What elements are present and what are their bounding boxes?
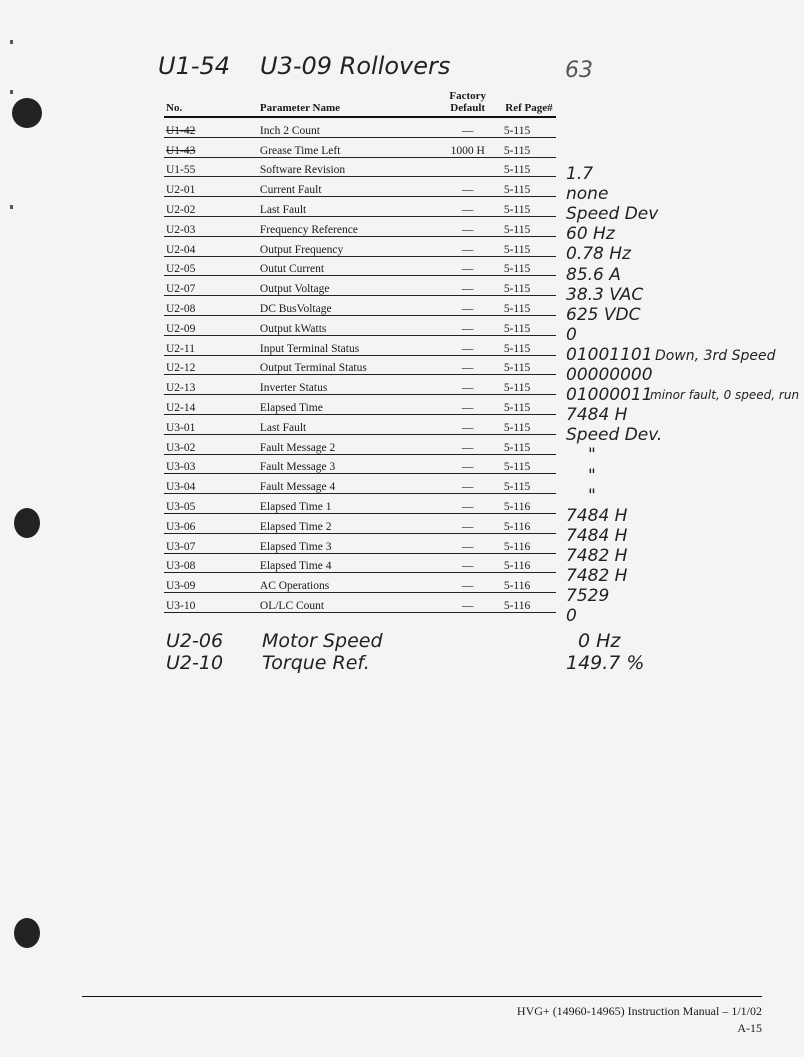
extra-row-name: Torque Ref.	[262, 652, 370, 674]
cell-ref-page: 5-116	[498, 533, 556, 553]
table-row	[164, 216, 556, 236]
cell-factory-default: —	[438, 414, 498, 434]
cell-parameter-name: Fault Message 3	[258, 454, 438, 474]
punch-hole	[12, 98, 42, 128]
scan-edge-mark	[10, 40, 13, 44]
table-row	[164, 454, 556, 474]
cell-factory-default: —	[438, 494, 498, 514]
table-row	[164, 315, 556, 335]
table-row	[164, 494, 556, 514]
footer-page-number: A-15	[737, 1021, 762, 1035]
cell-no: U3-09	[164, 573, 258, 593]
handwritten-header-left: U1-54	[158, 52, 231, 80]
cell-parameter-name: Current Fault	[258, 177, 438, 197]
cell-ref-page: 5-115	[498, 216, 556, 236]
table-row	[164, 553, 556, 573]
cell-ref-page: 5-115	[498, 157, 556, 177]
cell-factory-default: —	[438, 553, 498, 573]
footer-manual-title: HVG+ (14960-14965) Instruction Manual – 1/1/02	[516, 1004, 762, 1018]
cell-parameter-name: Output kWatts	[258, 315, 438, 335]
cell-parameter-name: Fault Message 4	[258, 474, 438, 494]
cell-ref-page: 5-116	[498, 494, 556, 514]
scan-edge-mark	[10, 205, 13, 209]
table-row	[164, 236, 556, 256]
table-row	[164, 117, 556, 137]
table-row	[164, 256, 556, 276]
handwritten-value: 7482 H	[566, 566, 628, 586]
punch-hole	[14, 918, 40, 948]
cell-factory-default: —	[438, 197, 498, 217]
cell-ref-page: 5-115	[498, 454, 556, 474]
handwritten-value: 7484 H	[566, 505, 628, 526]
handwritten-value: Speed Dev.	[566, 425, 663, 446]
cell-ref-page: 5-115	[498, 276, 556, 296]
table-row	[164, 513, 556, 533]
cell-factory-default	[438, 157, 498, 177]
cell-no: U2-03	[164, 216, 258, 236]
cell-parameter-name: Output Terminal Status	[258, 355, 438, 375]
handwritten-value: 01000011	[566, 385, 653, 406]
table-header-row	[164, 90, 556, 117]
table-row	[164, 296, 556, 316]
cell-factory-default: —	[438, 236, 498, 256]
extra-row-name: Motor Speed	[262, 630, 383, 652]
handwritten-value: 7484 H	[566, 525, 628, 546]
handwritten-value: 7482 H	[566, 545, 628, 566]
table-row	[164, 395, 556, 415]
table-row	[164, 276, 556, 296]
cell-no: U1-43	[164, 137, 258, 157]
cell-factory-default: —	[438, 256, 498, 276]
cell-no: U2-04	[164, 236, 258, 256]
handwritten-value: 0	[566, 324, 577, 345]
handwritten-value: 0.78 Hz	[566, 244, 631, 265]
cell-no: U3-03	[164, 454, 258, 474]
cell-factory-default: —	[438, 454, 498, 474]
cell-ref-page: 5-116	[498, 573, 556, 593]
handwritten-value: 7529	[566, 586, 610, 607]
handwritten-value: "	[588, 465, 596, 486]
handwritten-value: 7484 H	[566, 405, 628, 426]
cell-parameter-name: DC BusVoltage	[258, 296, 438, 316]
cell-ref-page: 5-115	[498, 355, 556, 375]
handwritten-value: "	[588, 445, 596, 466]
cell-no: U2-09	[164, 315, 258, 335]
cell-factory-default: —	[438, 513, 498, 533]
table-row	[164, 335, 556, 355]
cell-factory-default: —	[438, 355, 498, 375]
handwritten-value: 0	[566, 606, 577, 627]
cell-ref-page: 5-115	[498, 375, 556, 395]
extra-row-value: 0 Hz	[578, 630, 621, 652]
cell-no: U2-02	[164, 197, 258, 217]
handwritten-value: 01001101	[566, 344, 653, 365]
handwritten-value: "	[588, 485, 596, 506]
cell-ref-page: 5-115	[498, 117, 556, 137]
header-factory-default: Factory Default	[438, 90, 498, 117]
handwritten-value: Speed Dev	[566, 204, 659, 225]
cell-no: U3-10	[164, 593, 258, 613]
cell-no: U2-11	[164, 335, 258, 355]
cell-ref-page: 5-115	[498, 197, 556, 217]
cell-ref-page: 5-116	[498, 513, 556, 533]
cell-factory-default: —	[438, 573, 498, 593]
table-row	[164, 355, 556, 375]
cell-parameter-name: Frequency Reference	[258, 216, 438, 236]
parameter-table	[164, 90, 556, 613]
cell-no: U2-01	[164, 177, 258, 197]
cell-parameter-name: Last Fault	[258, 414, 438, 434]
cell-factory-default: 1000 H	[438, 137, 498, 157]
footer-rule	[82, 996, 762, 997]
punch-hole	[14, 508, 40, 538]
cell-parameter-name: Last Fault	[258, 197, 438, 217]
table-row	[164, 474, 556, 494]
cell-factory-default: —	[438, 335, 498, 355]
cell-factory-default: —	[438, 434, 498, 454]
cell-ref-page: 5-115	[498, 236, 556, 256]
handwritten-value: 85.6 A	[566, 264, 621, 285]
cell-parameter-name: Output Frequency	[258, 236, 438, 256]
cell-no: U2-13	[164, 375, 258, 395]
cell-ref-page: 5-115	[498, 256, 556, 276]
table-row	[164, 593, 556, 613]
cell-factory-default: —	[438, 315, 498, 335]
cell-ref-page: 5-115	[498, 315, 556, 335]
cell-parameter-name: Inch 2 Count	[258, 117, 438, 137]
header-parameter-name: Parameter Name	[258, 90, 438, 117]
parameter-table-body	[164, 117, 556, 612]
cell-parameter-name: Fault Message 2	[258, 434, 438, 454]
cell-no: U2-05	[164, 256, 258, 276]
cell-no: U3-05	[164, 494, 258, 514]
cell-no: U2-14	[164, 395, 258, 415]
cell-parameter-name: AC Operations	[258, 573, 438, 593]
handwritten-header-right: 63	[565, 58, 593, 83]
cell-factory-default: —	[438, 216, 498, 236]
extra-row-no: U2-06	[166, 630, 224, 652]
handwritten-value: 1.7	[566, 164, 594, 184]
cell-no: U3-04	[164, 474, 258, 494]
cell-parameter-name: Output Voltage	[258, 276, 438, 296]
handwritten-value: none	[566, 184, 609, 205]
table-row	[164, 157, 556, 177]
handwritten-value: 625 VDC	[566, 304, 641, 325]
cell-no: U1-55	[164, 157, 258, 177]
cell-factory-default: —	[438, 533, 498, 553]
handwritten-header-middle: U3-09 Rollovers	[260, 52, 451, 80]
extra-row-value: 149.7 %	[566, 652, 645, 674]
cell-no: U3-06	[164, 513, 258, 533]
cell-parameter-name: Outut Current	[258, 256, 438, 276]
cell-factory-default: —	[438, 296, 498, 316]
table-row	[164, 177, 556, 197]
cell-ref-page: 5-115	[498, 296, 556, 316]
table-row	[164, 573, 556, 593]
handwritten-value: 38.3 VAC	[566, 284, 644, 305]
cell-parameter-name: Elapsed Time 2	[258, 513, 438, 533]
side-note-input-status: Down, 3rd Speed	[655, 348, 776, 364]
table-row	[164, 375, 556, 395]
cell-parameter-name: Elapsed Time 3	[258, 533, 438, 553]
handwritten-value: 00000000	[566, 365, 653, 385]
cell-parameter-name: Elapsed Time 4	[258, 553, 438, 573]
table-row	[164, 434, 556, 454]
cell-factory-default: —	[438, 177, 498, 197]
cell-ref-page: 5-116	[498, 553, 556, 573]
cell-factory-default: —	[438, 474, 498, 494]
cell-factory-default: —	[438, 375, 498, 395]
cell-parameter-name: Input Terminal Status	[258, 335, 438, 355]
cell-factory-default: —	[438, 276, 498, 296]
header-no: No.	[164, 90, 258, 117]
cell-parameter-name: Software Revision	[258, 157, 438, 177]
side-note-inverter-status: minor fault, 0 speed, run	[650, 388, 800, 402]
cell-no: U2-07	[164, 276, 258, 296]
cell-parameter-name: OL/LC Count	[258, 593, 438, 613]
cell-no: U3-07	[164, 533, 258, 553]
table-row	[164, 197, 556, 217]
cell-ref-page: 5-116	[498, 593, 556, 613]
scan-edge-mark	[10, 90, 13, 94]
cell-no: U3-02	[164, 434, 258, 454]
header-ref-page: Ref Page#	[498, 90, 556, 117]
cell-no: U2-08	[164, 296, 258, 316]
cell-ref-page: 5-115	[498, 434, 556, 454]
extra-row-no: U2-10	[166, 652, 224, 674]
cell-ref-page: 5-115	[498, 335, 556, 355]
cell-no: U3-08	[164, 553, 258, 573]
cell-no: U1-42	[164, 117, 258, 137]
cell-ref-page: 5-115	[498, 474, 556, 494]
cell-ref-page: 5-115	[498, 137, 556, 157]
table-row	[164, 414, 556, 434]
cell-parameter-name: Elapsed Time	[258, 395, 438, 415]
table-row	[164, 533, 556, 553]
handwritten-value: 60 Hz	[566, 224, 615, 245]
cell-parameter-name: Inverter Status	[258, 375, 438, 395]
cell-factory-default: —	[438, 395, 498, 415]
cell-factory-default: —	[438, 593, 498, 613]
cell-no: U3-01	[164, 414, 258, 434]
cell-parameter-name: Elapsed Time 1	[258, 494, 438, 514]
cell-ref-page: 5-115	[498, 395, 556, 415]
cell-no: U2-12	[164, 355, 258, 375]
cell-ref-page: 5-115	[498, 177, 556, 197]
cell-ref-page: 5-115	[498, 414, 556, 434]
cell-factory-default: —	[438, 117, 498, 137]
cell-parameter-name: Grease Time Left	[258, 137, 438, 157]
table-row	[164, 137, 556, 157]
